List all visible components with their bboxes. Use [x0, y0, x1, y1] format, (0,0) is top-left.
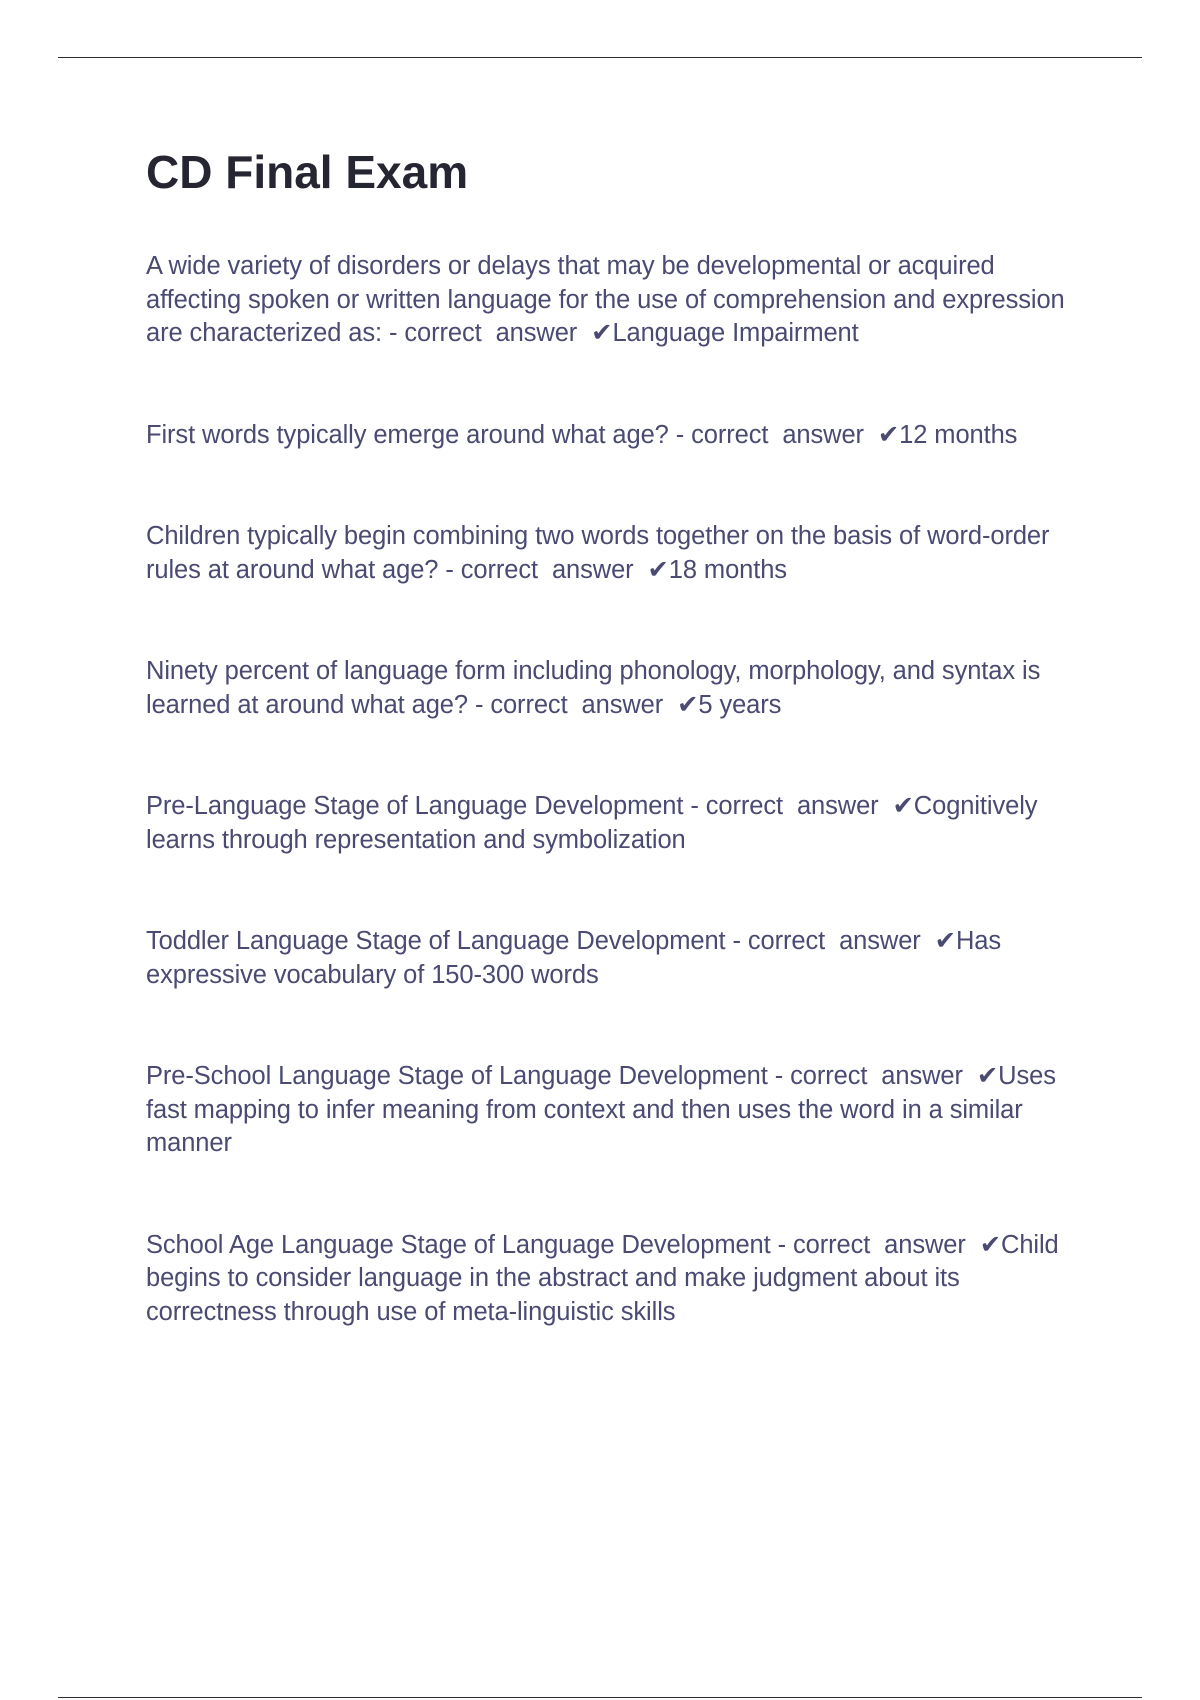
answer-marker: - correct answer ✔ [382, 319, 613, 347]
answer-text: 5 years [698, 690, 782, 719]
answer-marker: - correct answer ✔ [725, 927, 956, 955]
question-text: Children typically begin combining two words together on the basis of word-order rules at around what age? [146, 522, 1050, 584]
question-text: Pre-School Language Stage of Language Development [146, 1062, 768, 1090]
question-text: Toddler Language Stage of Language Development [146, 927, 726, 955]
qa-item [146, 925, 1096, 992]
answer-text: Cognitively learns through representation and symbolization [146, 792, 1038, 854]
answer-text: 18 months [668, 555, 787, 584]
answer-marker: - correct answer ✔ [438, 555, 669, 584]
document-title: CD Final Exam [146, 146, 469, 198]
answer-marker: - correct answer ✔ [668, 420, 900, 449]
bottom-rule [58, 1697, 1142, 1698]
answer-text: Uses fast mapping to infer meaning from context and then uses the word in a similar manner [146, 1062, 1056, 1157]
qa-item [146, 520, 1096, 587]
qa-item [146, 1060, 1096, 1161]
qa-item [146, 250, 1096, 351]
answer-marker: - correct answer ✔ [467, 690, 699, 719]
question-text: First words typically emerge around what age? [146, 420, 669, 449]
answer-text: Language Impairment [612, 319, 859, 347]
question-text: A wide variety of disorders or delays that may be developmental or acquired affecting spoken or written language for the use of comprehension and expression are characterized as: [146, 252, 1065, 347]
question-text: School Age Language Stage of Language Development [146, 1230, 771, 1259]
question-text: Ninety percent of language form including phonology, morphology, and syntax is learned at around what age? [146, 657, 1041, 719]
document-body [146, 140, 1096, 1397]
qa-item [146, 790, 1096, 857]
answer-text: Has expressive vocabulary of 150-300 words [146, 927, 1001, 989]
answer-marker: - correct answer ✔ [767, 1062, 999, 1090]
question-text: Pre-Language Stage of Language Development [146, 792, 684, 820]
answer-marker: - correct answer ✔ [683, 792, 914, 820]
qa-list [146, 250, 1096, 1329]
qa-item [146, 655, 1096, 722]
answer-text: Child begins to consider language in the abstract and make judgment about its correctness through use of meta-linguistic skills [146, 1230, 1059, 1326]
qa-item [146, 1229, 1096, 1330]
answer-text: 12 months [899, 420, 1018, 449]
answer-marker: - correct answer ✔ [770, 1230, 1002, 1259]
qa-item [146, 419, 1096, 453]
top-rule [58, 57, 1142, 58]
